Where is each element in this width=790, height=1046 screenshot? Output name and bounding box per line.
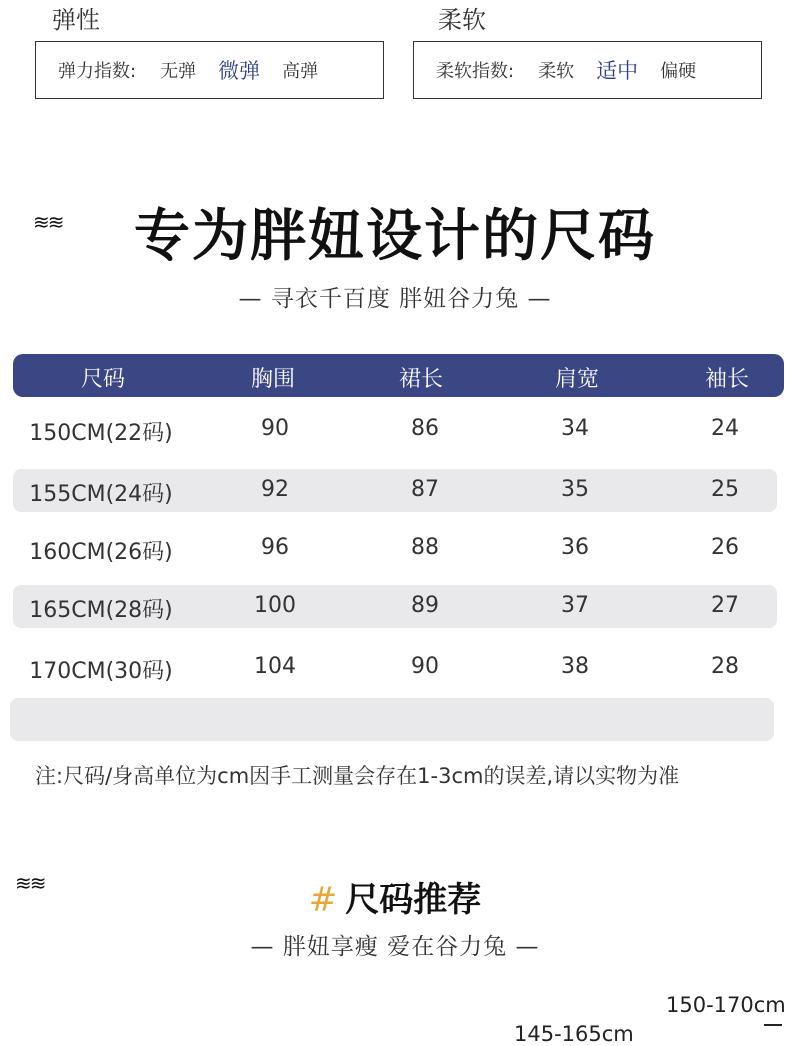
table-row — [13, 646, 777, 689]
cell-sleeve: 26 — [711, 535, 739, 560]
softness-label: 柔软指数: — [436, 61, 515, 82]
recommend-subtitle: — 胖妞享瘦 爱在谷力兔 — — [250, 934, 540, 960]
cell-size: 150CM(22码) — [29, 421, 173, 446]
softness-option-medium: 适中 — [596, 59, 639, 83]
size-table-header — [13, 354, 784, 397]
measure-tick — [764, 1024, 782, 1026]
height-label-1: 150-170cm — [666, 993, 786, 1017]
cell-length: 88 — [411, 535, 439, 560]
cell-size: 165CM(28码) — [29, 598, 173, 623]
header-size: 尺码 — [80, 367, 125, 392]
elasticity-option-high: 高弹 — [282, 61, 319, 82]
wave-icon: ≋≋ — [33, 210, 63, 234]
cell-size: 170CM(30码) — [29, 659, 173, 684]
cell-bust: 96 — [261, 535, 289, 560]
cell-length: 89 — [411, 593, 439, 618]
cell-length: 86 — [411, 416, 439, 441]
table-row — [13, 408, 777, 451]
softness-title: 柔软 — [438, 6, 486, 34]
cell-sleeve: 28 — [711, 654, 739, 679]
header-sleeve: 袖长 — [704, 367, 749, 392]
table-row — [13, 527, 777, 570]
softness-option-firm: 偏硬 — [660, 61, 697, 82]
cell-sleeve: 24 — [711, 416, 739, 441]
softness-option-soft: 柔软 — [538, 61, 575, 82]
elasticity-option-slight: 微弹 — [218, 59, 261, 83]
cell-bust: 92 — [261, 477, 289, 502]
recommend-title: 尺码推荐 — [345, 880, 482, 920]
height-label-2: 145-165cm — [514, 1022, 634, 1046]
header-bust: 胸围 — [250, 367, 295, 392]
cell-length: 87 — [411, 477, 439, 502]
recommend-title-wrap — [0, 872, 790, 921]
header-shoulder: 肩宽 — [554, 367, 599, 392]
elasticity-title: 弹性 — [52, 6, 100, 34]
cell-size: 155CM(24码) — [29, 482, 173, 507]
cell-sleeve: 25 — [711, 477, 739, 502]
elasticity-label: 弹力指数: — [58, 61, 137, 82]
measurement-note: 注:尺码/身高单位为cm因手工测量会存在1-3cm的误差,请以实物为准 — [35, 764, 680, 788]
elasticity-option-none: 无弹 — [160, 61, 197, 82]
elasticity-box — [35, 41, 384, 99]
cell-bust: 104 — [254, 654, 296, 679]
header-length: 裙长 — [398, 367, 443, 392]
cell-size: 160CM(26码) — [29, 540, 173, 565]
cell-length: 90 — [411, 654, 439, 679]
size-section-title: 专为胖妞设计的尺码 — [134, 204, 656, 269]
cell-shoulder: 38 — [561, 654, 589, 679]
table-row-empty — [10, 698, 774, 741]
cell-shoulder: 34 — [561, 416, 589, 441]
table-row — [13, 469, 777, 512]
cell-shoulder: 35 — [561, 477, 589, 502]
table-row — [13, 585, 777, 628]
size-section-subtitle: — 寻衣千百度 胖妞谷力兔 — — [238, 286, 552, 312]
wave-icon: ≋≋ — [15, 871, 45, 895]
cell-bust: 100 — [254, 593, 296, 618]
cell-sleeve: 27 — [711, 593, 739, 618]
cell-shoulder: 37 — [561, 593, 589, 618]
hash-icon: # — [308, 880, 338, 920]
cell-shoulder: 36 — [561, 535, 589, 560]
softness-box — [413, 41, 762, 99]
cell-bust: 90 — [261, 416, 289, 441]
